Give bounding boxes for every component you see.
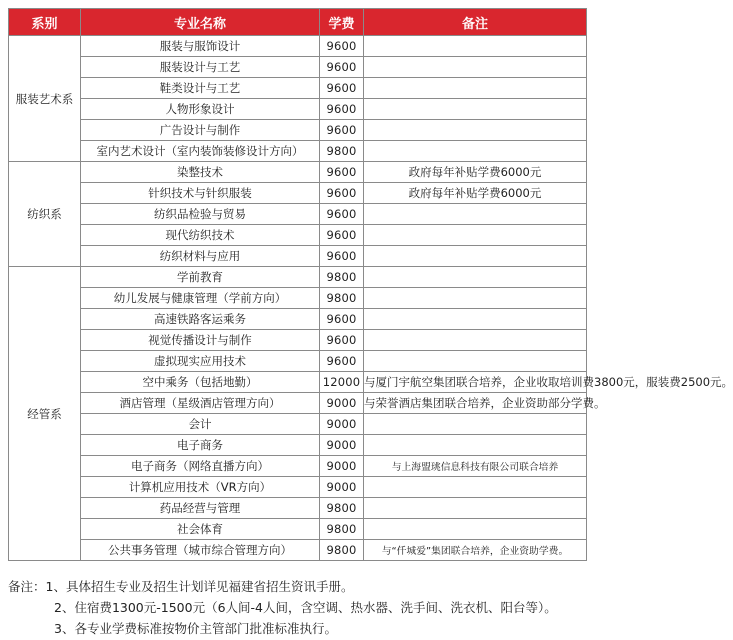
table-row <box>9 414 587 435</box>
note-cell: 与荣誉酒店集团联合培养，企业资助部分学费。 <box>364 393 587 414</box>
tuition-table <box>8 8 733 561</box>
note-cell <box>364 519 587 540</box>
tuition-cell: 9600 <box>320 351 364 372</box>
major-cell: 公共事务管理（城市综合管理方向） <box>81 540 320 561</box>
tuition-cell: 9000 <box>320 477 364 498</box>
table-row <box>9 57 587 78</box>
header-major: 专业名称 <box>81 9 320 36</box>
footnotes <box>8 576 588 639</box>
tuition-cell: 9800 <box>320 540 364 561</box>
header-note: 备注 <box>364 9 587 36</box>
major-cell: 计算机应用技术（VR方向） <box>81 477 320 498</box>
major-cell: 染整技术 <box>81 162 320 183</box>
major-cell: 虚拟现实应用技术 <box>81 351 320 372</box>
table-row <box>9 267 587 288</box>
major-cell: 药品经营与管理 <box>81 498 320 519</box>
tuition-cell: 9600 <box>320 204 364 225</box>
footnote-1: 备注：1、具体招生专业及招生计划详见福建省招生资讯手册。 <box>8 579 354 594</box>
table-row <box>9 540 587 561</box>
table-row <box>9 288 587 309</box>
note-cell <box>364 498 587 519</box>
table-row <box>9 120 587 141</box>
major-cell: 电子商务 <box>81 435 320 456</box>
tuition-cell: 9000 <box>320 456 364 477</box>
tuition-cell: 9800 <box>320 288 364 309</box>
major-cell: 社会体育 <box>81 519 320 540</box>
note-cell <box>364 435 587 456</box>
tuition-cell: 9000 <box>320 414 364 435</box>
table-row <box>9 309 587 330</box>
tuition-cell: 9600 <box>320 36 364 57</box>
tuition-cell: 9600 <box>320 162 364 183</box>
major-cell: 人物形象设计 <box>81 99 320 120</box>
table-row <box>9 435 587 456</box>
header-tuition: 学费 <box>320 9 364 36</box>
major-cell: 会计 <box>81 414 320 435</box>
tuition-cell: 9600 <box>320 246 364 267</box>
tuition-cell: 9600 <box>320 99 364 120</box>
tuition-cell: 9600 <box>320 330 364 351</box>
footnote-2: 2、住宿费1300元-1500元（6人间-4人间，含空调、热水器、洗手间、洗衣机、阳台等）。 <box>54 600 557 615</box>
table-row <box>9 519 587 540</box>
note-cell <box>364 414 587 435</box>
major-cell: 纺织材料与应用 <box>81 246 320 267</box>
major-cell: 广告设计与制作 <box>81 120 320 141</box>
header-department: 系别 <box>9 9 81 36</box>
table-row <box>9 204 587 225</box>
table-row <box>9 162 587 183</box>
department-cell: 服装艺术系 <box>9 36 81 162</box>
major-cell: 纺织品检验与贸易 <box>81 204 320 225</box>
tuition-cell: 9800 <box>320 267 364 288</box>
major-cell: 针织技术与针织服装 <box>81 183 320 204</box>
tuition-cell: 9000 <box>320 393 364 414</box>
tuition-cell: 9800 <box>320 519 364 540</box>
tuition-cell: 9600 <box>320 57 364 78</box>
table-row <box>9 99 587 120</box>
tuition-cell: 9800 <box>320 498 364 519</box>
tuition-cell: 9600 <box>320 120 364 141</box>
note-cell <box>364 225 587 246</box>
table-row <box>9 183 587 204</box>
major-cell: 学前教育 <box>81 267 320 288</box>
note-cell <box>364 309 587 330</box>
footnote-3: 3、各专业学费标准按物价主管部门批准标准执行。 <box>54 621 337 636</box>
table-row <box>9 351 587 372</box>
note-cell <box>364 120 587 141</box>
note-cell: 与“仟城爱”集团联合培养，企业资助学费。 <box>364 540 587 561</box>
major-cell: 视觉传播设计与制作 <box>81 330 320 351</box>
table-row <box>9 225 587 246</box>
major-cell: 服装设计与工艺 <box>81 57 320 78</box>
note-cell <box>364 36 587 57</box>
note-cell <box>364 78 587 99</box>
note-cell <box>364 99 587 120</box>
major-cell: 鞋类设计与工艺 <box>81 78 320 99</box>
department-cell: 纺织系 <box>9 162 81 267</box>
note-cell <box>364 246 587 267</box>
note-cell <box>364 204 587 225</box>
major-cell: 幼儿发展与健康管理（学前方向） <box>81 288 320 309</box>
note-cell: 政府每年补贴学费6000元 <box>364 183 587 204</box>
table-body <box>9 36 733 561</box>
table-header-row <box>9 9 587 36</box>
note-cell <box>364 330 587 351</box>
note-cell <box>364 288 587 309</box>
major-cell: 服装与服饰设计 <box>81 36 320 57</box>
tuition-cell: 12000 <box>320 372 364 393</box>
note-cell <box>364 351 587 372</box>
major-cell: 室内艺术设计（室内装饰装修设计方向） <box>81 141 320 162</box>
major-cell: 现代纺织技术 <box>81 225 320 246</box>
major-cell: 电子商务（网络直播方向） <box>81 456 320 477</box>
table-row <box>9 330 587 351</box>
tuition-cell: 9800 <box>320 141 364 162</box>
tuition-cell: 9600 <box>320 183 364 204</box>
department-cell: 经管系 <box>9 267 81 561</box>
note-cell: 与厦门宇航空集团联合培养，企业收取培训费3800元，服装费2500元。 <box>364 372 587 393</box>
tuition-cell: 9000 <box>320 435 364 456</box>
tuition-cell: 9600 <box>320 225 364 246</box>
major-cell: 高速铁路客运乘务 <box>81 309 320 330</box>
note-cell <box>364 141 587 162</box>
major-cell: 空中乘务（包括地勤） <box>81 372 320 393</box>
tuition-cell: 9600 <box>320 78 364 99</box>
note-cell: 政府每年补贴学费6000元 <box>364 162 587 183</box>
table-row <box>9 456 587 477</box>
tuition-cell: 9600 <box>320 309 364 330</box>
table-row <box>9 498 587 519</box>
note-cell <box>364 477 587 498</box>
major-cell: 酒店管理（星级酒店管理方向） <box>81 393 320 414</box>
note-cell <box>364 267 587 288</box>
table-row <box>9 477 587 498</box>
note-cell: 与上海盟珧信息科技有限公司联合培养 <box>364 456 587 477</box>
table-row <box>9 141 587 162</box>
table-row <box>9 246 587 267</box>
table-row <box>9 36 587 57</box>
note-cell <box>364 57 587 78</box>
table-row <box>9 393 587 414</box>
table-row <box>9 372 587 393</box>
table-row <box>9 78 587 99</box>
